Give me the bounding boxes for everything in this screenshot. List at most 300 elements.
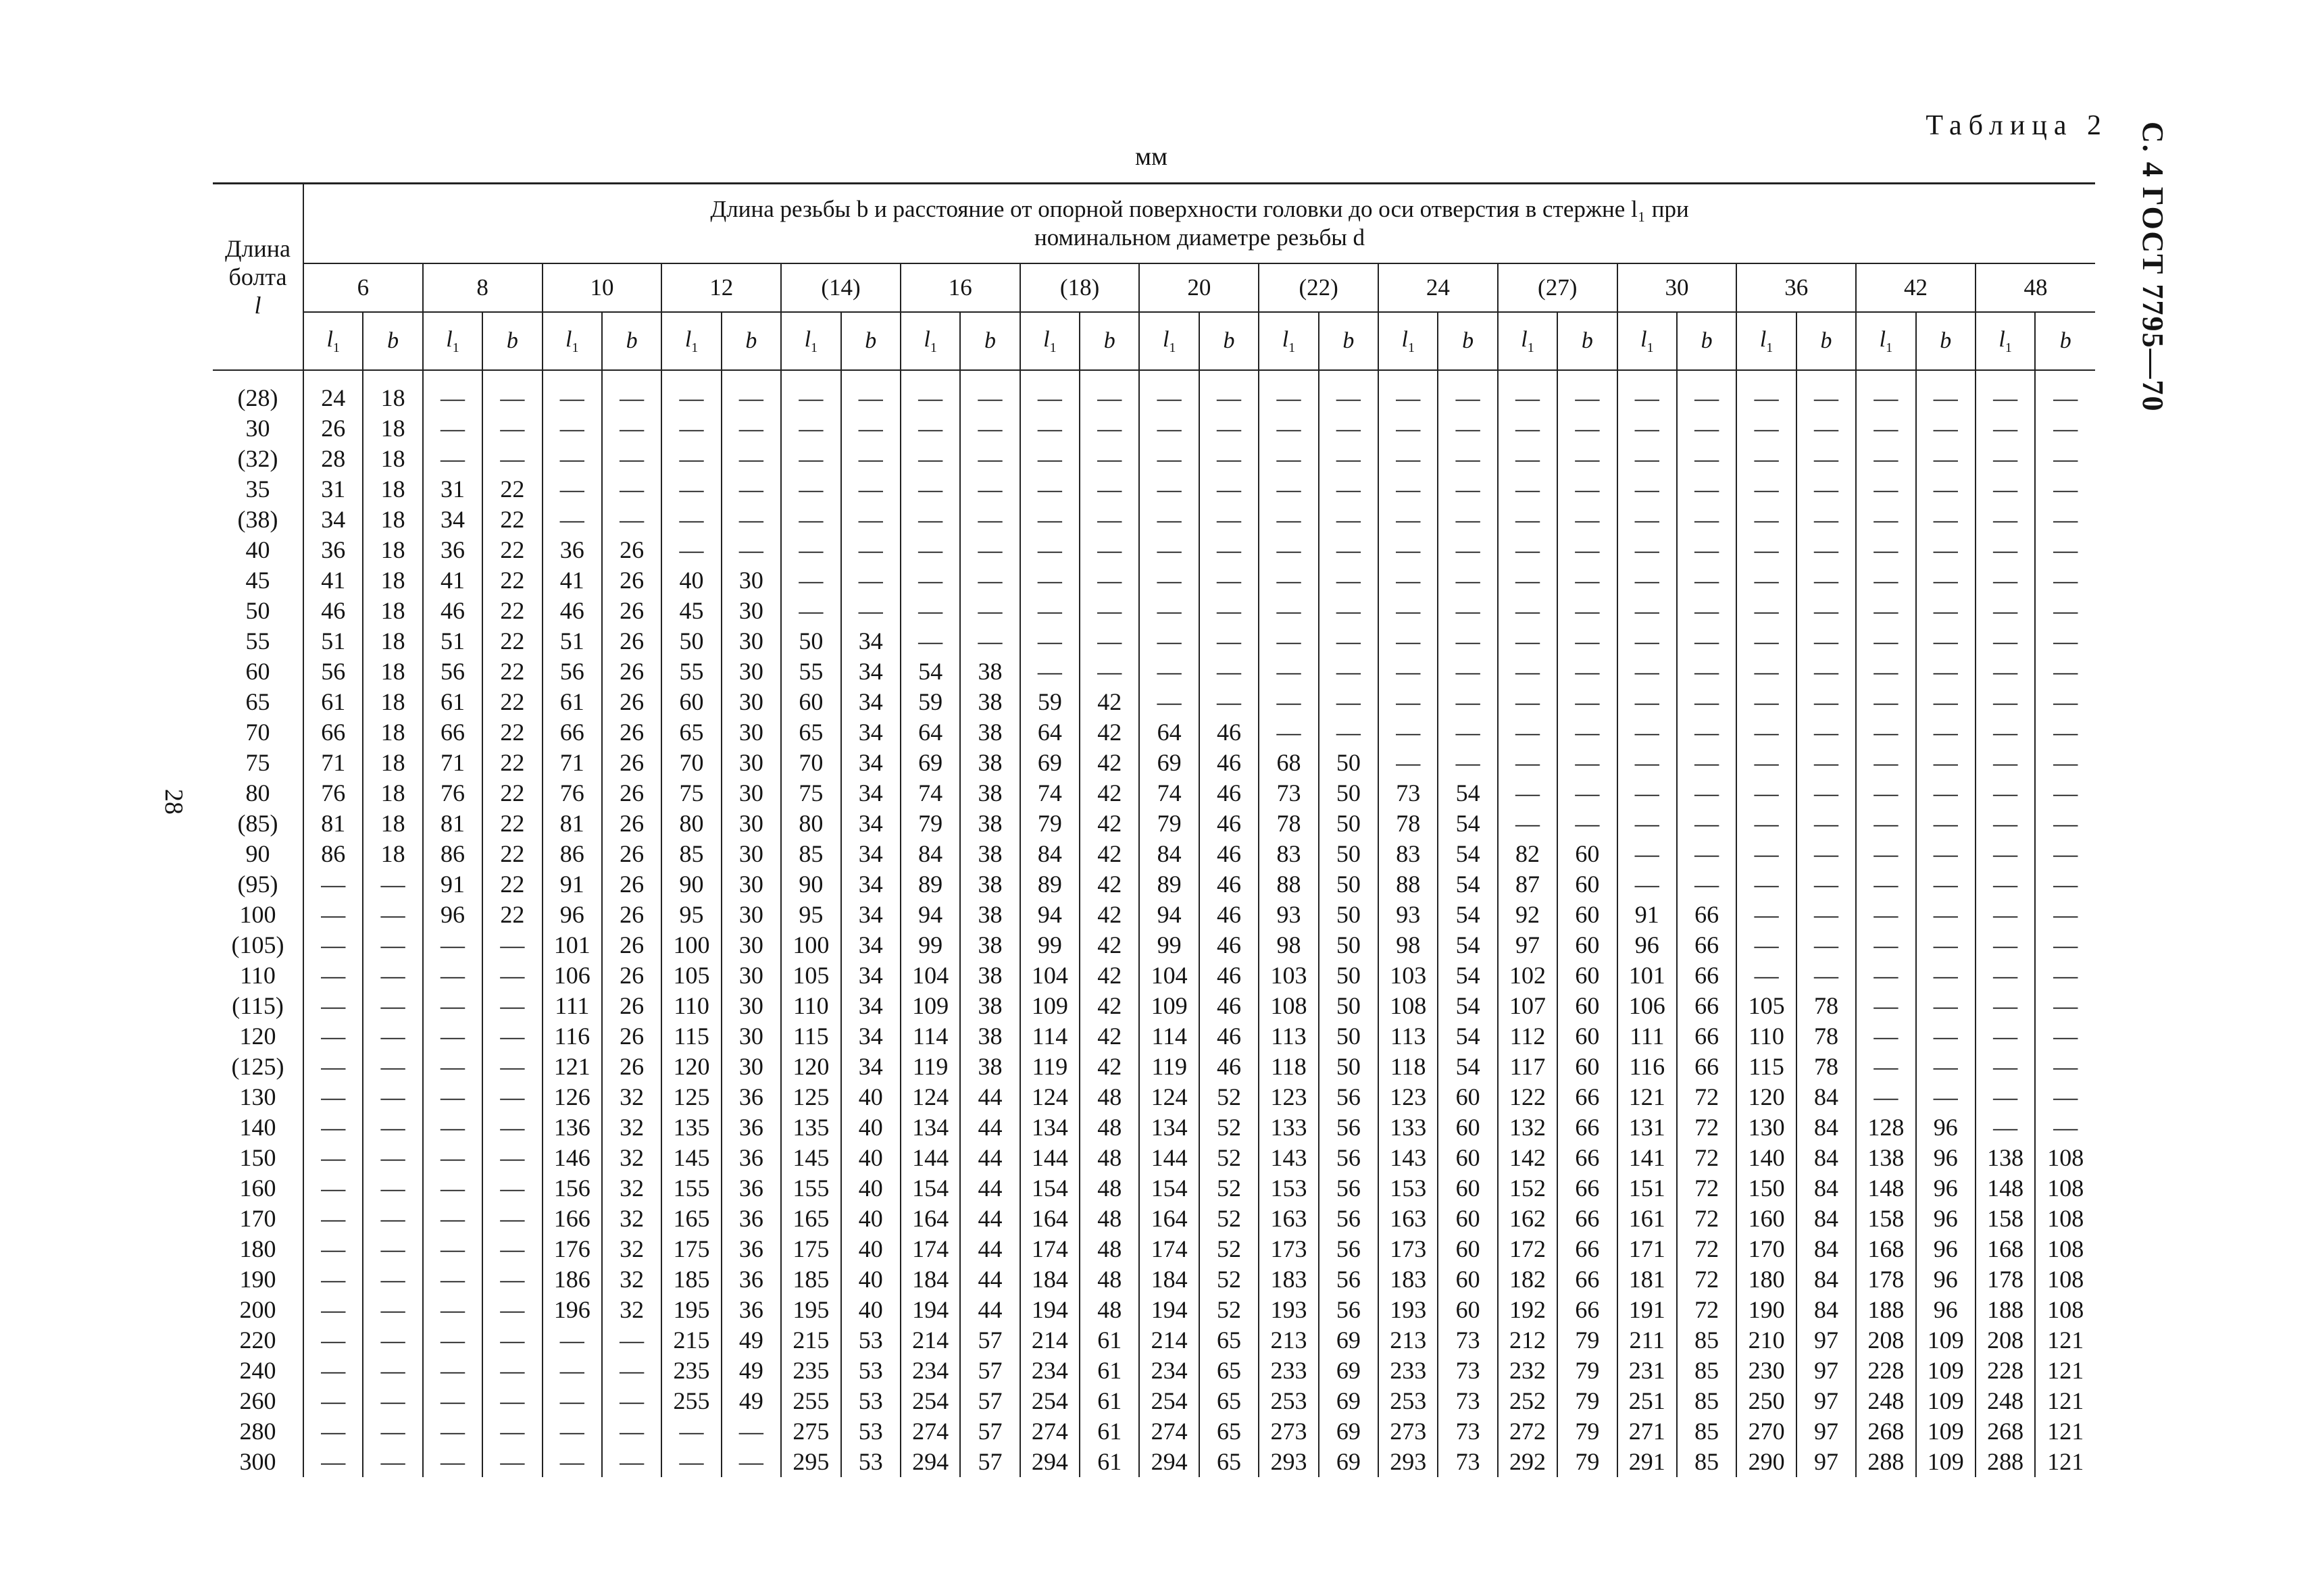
l1-value-cell: 288 xyxy=(1856,1447,1915,1477)
b-value-cell: 96 xyxy=(1916,1204,1976,1234)
b-value-cell: 38 xyxy=(960,748,1020,778)
b-value-cell: 42 xyxy=(1080,960,1139,991)
l1-value-cell: 230 xyxy=(1736,1356,1796,1386)
b-value-cell: — xyxy=(1796,778,1856,808)
b-value-cell: 65 xyxy=(1199,1447,1259,1477)
b-value-cell: — xyxy=(1916,900,1976,930)
l1-value-cell: 96 xyxy=(543,900,602,930)
b-value-cell: — xyxy=(363,1447,422,1477)
b-value-cell: — xyxy=(722,383,781,413)
b-value-cell: 44 xyxy=(960,1112,1020,1143)
b-value-cell: — xyxy=(482,413,542,444)
b-value-cell: — xyxy=(722,1416,781,1447)
l1-value-cell: 119 xyxy=(1139,1052,1199,1082)
bolt-length-cell: (125) xyxy=(231,1053,284,1080)
bolt-length-cell: 50 xyxy=(245,597,270,624)
b-value-cell: — xyxy=(1796,900,1856,930)
l1-value-cell: — xyxy=(1856,930,1915,960)
l1-value-cell: 121 xyxy=(543,1052,602,1082)
l1-value-cell: 80 xyxy=(781,808,840,839)
l1-value-cell: 132 xyxy=(1498,1112,1557,1143)
b-value-cell: 54 xyxy=(1438,930,1497,960)
b-value-cell: 60 xyxy=(1438,1112,1497,1143)
b-value-cell: 48 xyxy=(1080,1143,1139,1173)
l1-value-cell: 119 xyxy=(1020,1052,1080,1082)
diameter-header: 42 xyxy=(1856,263,1976,312)
l1-value-cell: 89 xyxy=(1139,869,1199,900)
l1-value-cell: 273 xyxy=(1378,1416,1438,1447)
bolt-length-cell: 100 xyxy=(239,901,276,928)
b-value-cell: 22 xyxy=(482,565,542,596)
b-value-cell: 121 xyxy=(2035,1386,2095,1416)
b-value-cell: — xyxy=(1677,535,1736,565)
l1-value-cell: 124 xyxy=(901,1082,960,1112)
b-value-cell: 49 xyxy=(722,1325,781,1356)
l1-value-cell: 164 xyxy=(901,1204,960,1234)
table-row xyxy=(213,778,2095,808)
l1-value-cell: — xyxy=(1736,383,1796,413)
b-value-cell: — xyxy=(2035,960,2095,991)
b-value-cell: 65 xyxy=(1199,1325,1259,1356)
b-value-cell: 66 xyxy=(1557,1295,1617,1325)
l1-value-cell: 194 xyxy=(901,1295,960,1325)
l1-value-cell: 60 xyxy=(781,687,840,717)
l1-value-cell: 99 xyxy=(1020,930,1080,960)
b-value-cell: 108 xyxy=(2035,1143,2095,1173)
b-value-cell: — xyxy=(1199,626,1259,657)
diameter-header: 12 xyxy=(661,263,781,312)
b-value-cell: 30 xyxy=(722,778,781,808)
l1-value-cell: — xyxy=(901,626,960,657)
b-value-cell: 18 xyxy=(363,778,422,808)
b-value-cell: — xyxy=(482,1021,542,1052)
bolt-length-cell: 260 xyxy=(239,1387,276,1414)
l1-value-cell: 94 xyxy=(1139,900,1199,930)
bolt-length-cell: (105) xyxy=(231,931,284,958)
b-value-cell: — xyxy=(1438,474,1497,505)
b-value-cell: — xyxy=(363,1295,422,1325)
l1-value-cell: — xyxy=(1976,413,2035,444)
table-row xyxy=(213,1082,2095,1112)
b-value-cell: 46 xyxy=(1199,930,1259,960)
l1-value-cell: 81 xyxy=(423,808,482,839)
l1-value-cell: 36 xyxy=(423,535,482,565)
l1-value-cell: 55 xyxy=(781,657,840,687)
l1-value-cell: — xyxy=(1976,687,2035,717)
l1-value-cell: 76 xyxy=(543,778,602,808)
table-row xyxy=(213,596,2095,626)
l1-value-cell: 274 xyxy=(901,1416,960,1447)
b-value-cell: — xyxy=(1677,505,1736,535)
b-value-cell: — xyxy=(1916,687,1976,717)
l1-value-cell: 108 xyxy=(1378,991,1438,1021)
l1-value-cell: 214 xyxy=(1139,1325,1199,1356)
l1-value-cell: 193 xyxy=(1259,1295,1318,1325)
b-value-cell: 60 xyxy=(1438,1082,1497,1112)
table-row xyxy=(213,474,2095,505)
data-table xyxy=(213,182,2095,1477)
b-value-cell: — xyxy=(1438,626,1497,657)
b-value-cell: 26 xyxy=(602,869,661,900)
bolt-length-cell: 130 xyxy=(239,1083,276,1110)
l1-value-cell: — xyxy=(423,991,482,1021)
b-value-cell: — xyxy=(1916,383,1976,413)
b-value-cell: 40 xyxy=(841,1295,901,1325)
b-value-cell: — xyxy=(1319,717,1378,748)
l1-value-cell: 195 xyxy=(781,1295,840,1325)
b-value-cell: 40 xyxy=(841,1112,901,1143)
b-value-cell: 30 xyxy=(722,1052,781,1082)
l1-value-cell: 108 xyxy=(1259,991,1318,1021)
l1-value-cell: 292 xyxy=(1498,1447,1557,1477)
l1-value-cell: 294 xyxy=(1020,1447,1080,1477)
b-value-cell: 61 xyxy=(1080,1325,1139,1356)
subheader-b: b xyxy=(960,312,1020,370)
b-value-cell: 26 xyxy=(602,991,661,1021)
caption-line1: Длина резьбы b и расстояние от опорной поверхности головки до оси отверстия в стержне l₁ при xyxy=(710,196,1689,222)
l1-value-cell: 133 xyxy=(1378,1112,1438,1143)
l1-value-cell: 41 xyxy=(423,565,482,596)
table-row xyxy=(213,565,2095,596)
b-value-cell: 40 xyxy=(841,1264,901,1295)
l1-value-cell: — xyxy=(303,960,363,991)
b-value-cell: 96 xyxy=(1916,1264,1976,1295)
l1-value-cell: 121 xyxy=(1617,1082,1677,1112)
l1-value-cell: — xyxy=(1736,778,1796,808)
b-value-cell: 46 xyxy=(1199,900,1259,930)
b-value-cell: 52 xyxy=(1199,1143,1259,1173)
table-row xyxy=(213,626,2095,657)
l1-value-cell: 156 xyxy=(543,1173,602,1204)
l1-value-cell: 274 xyxy=(1020,1416,1080,1447)
bolt-length-cell: 150 xyxy=(239,1144,276,1171)
l1-value-cell: — xyxy=(1020,626,1080,657)
l1-value-cell: 123 xyxy=(1259,1082,1318,1112)
b-value-cell: 60 xyxy=(1557,869,1617,900)
l1-value-cell: 175 xyxy=(661,1234,721,1264)
l1-value-cell: 91 xyxy=(423,869,482,900)
b-value-cell: 18 xyxy=(363,413,422,444)
b-value-cell: — xyxy=(1199,444,1259,474)
l1-value-cell: 231 xyxy=(1617,1356,1677,1386)
b-value-cell: — xyxy=(1916,596,1976,626)
b-value-cell: 97 xyxy=(1796,1447,1856,1477)
b-value-cell: 26 xyxy=(602,535,661,565)
l1-value-cell: — xyxy=(661,444,721,474)
subheader-l1: $l_1$ xyxy=(1020,312,1080,370)
l1-value-cell: 213 xyxy=(1378,1325,1438,1356)
b-value-cell: 42 xyxy=(1080,930,1139,960)
b-value-cell: 96 xyxy=(1916,1143,1976,1173)
l1-value-cell: — xyxy=(1498,535,1557,565)
subheader-l1: $l_1$ xyxy=(1617,312,1677,370)
l1-value-cell: 113 xyxy=(1378,1021,1438,1052)
l1-value-cell: — xyxy=(1378,565,1438,596)
subheader-l1: $l_1$ xyxy=(1856,312,1915,370)
subheader-b: b xyxy=(841,312,901,370)
l1-value-cell: 124 xyxy=(1139,1082,1199,1112)
b-value-cell: — xyxy=(2035,900,2095,930)
b-value-cell: — xyxy=(2035,778,2095,808)
l1-value-cell: 61 xyxy=(543,687,602,717)
b-value-cell: — xyxy=(2035,808,2095,839)
b-value-cell: — xyxy=(1796,808,1856,839)
l1-value-cell: — xyxy=(1617,778,1677,808)
b-value-cell: — xyxy=(1796,505,1856,535)
l1-value-cell: — xyxy=(303,1021,363,1052)
l1-value-cell: — xyxy=(1976,474,2035,505)
b-value-cell: 72 xyxy=(1677,1295,1736,1325)
b-value-cell: — xyxy=(482,1416,542,1447)
diameter-header: 8 xyxy=(423,263,543,312)
l1-value-cell: 109 xyxy=(901,991,960,1021)
l1-value-cell: — xyxy=(901,383,960,413)
l1-value-cell: 75 xyxy=(781,778,840,808)
l1-value-cell: 210 xyxy=(1736,1325,1796,1356)
l1-value-cell: 117 xyxy=(1498,1052,1557,1082)
b-value-cell: 26 xyxy=(602,565,661,596)
l1-value-cell: 162 xyxy=(1498,1204,1557,1234)
caption-header xyxy=(303,184,2095,264)
l1-value-cell: — xyxy=(1736,839,1796,869)
l1-value-cell: — xyxy=(423,1112,482,1143)
l1-value-cell: — xyxy=(1736,808,1796,839)
length-header-symbol: l xyxy=(254,292,261,319)
b-value-cell: 49 xyxy=(722,1356,781,1386)
l1-value-cell: — xyxy=(423,1021,482,1052)
l1-value-cell: — xyxy=(1736,444,1796,474)
b-value-cell: — xyxy=(2035,626,2095,657)
b-value-cell: 22 xyxy=(482,505,542,535)
l1-value-cell: 251 xyxy=(1617,1386,1677,1416)
b-value-cell: — xyxy=(2035,930,2095,960)
l1-value-cell: — xyxy=(1976,1082,2035,1112)
b-value-cell: — xyxy=(722,505,781,535)
l1-value-cell: — xyxy=(1736,413,1796,444)
subheader-b: b xyxy=(1438,312,1497,370)
bolt-length-cell: 180 xyxy=(239,1235,276,1262)
bolt-length-cell: 60 xyxy=(245,658,270,685)
b-value-cell: — xyxy=(1080,413,1139,444)
l1-value-cell: — xyxy=(1139,687,1199,717)
b-value-cell: — xyxy=(363,960,422,991)
l1-value-cell: 69 xyxy=(1020,748,1080,778)
b-value-cell: — xyxy=(2035,1021,2095,1052)
b-value-cell: — xyxy=(1916,1052,1976,1082)
l1-value-cell: 100 xyxy=(781,930,840,960)
table-row xyxy=(213,748,2095,778)
l1-value-cell: — xyxy=(661,1447,721,1477)
b-value-cell: 34 xyxy=(841,1052,901,1082)
b-value-cell: 18 xyxy=(363,444,422,474)
b-value-cell: — xyxy=(602,383,661,413)
l1-value-cell: 254 xyxy=(901,1386,960,1416)
l1-value-cell: 146 xyxy=(543,1143,602,1173)
b-value-cell: — xyxy=(1199,657,1259,687)
l1-value-cell: 154 xyxy=(1139,1173,1199,1204)
caption-line2: номинальном диаметре резьбы d xyxy=(1034,224,1365,251)
b-value-cell: 79 xyxy=(1557,1447,1617,1477)
l1-value-cell: 110 xyxy=(1736,1021,1796,1052)
l1-value-cell: — xyxy=(1617,505,1677,535)
l1-value-cell: 254 xyxy=(1139,1386,1199,1416)
b-value-cell: — xyxy=(602,1356,661,1386)
l1-value-cell: 116 xyxy=(543,1021,602,1052)
table-body xyxy=(213,370,2095,1477)
table-label: Таблица 2 xyxy=(1926,110,2108,141)
b-value-cell: 44 xyxy=(960,1173,1020,1204)
b-value-cell: 22 xyxy=(482,839,542,869)
l1-value-cell: 51 xyxy=(423,626,482,657)
b-value-cell: — xyxy=(602,1416,661,1447)
b-value-cell: — xyxy=(1916,839,1976,869)
l1-value-cell: 66 xyxy=(423,717,482,748)
table-row xyxy=(213,383,2095,413)
l1-value-cell: — xyxy=(303,1386,363,1416)
b-value-cell: 30 xyxy=(722,596,781,626)
b-value-cell: 53 xyxy=(841,1447,901,1477)
b-value-cell: 44 xyxy=(960,1204,1020,1234)
l1-value-cell: — xyxy=(423,1447,482,1477)
l1-value-cell: 75 xyxy=(661,778,721,808)
l1-value-cell: — xyxy=(423,1204,482,1234)
b-value-cell: — xyxy=(841,565,901,596)
b-value-cell: 48 xyxy=(1080,1204,1139,1234)
l1-value-cell: 81 xyxy=(303,808,363,839)
b-value-cell: 66 xyxy=(1677,930,1736,960)
l1-value-cell: 50 xyxy=(661,626,721,657)
l1-value-cell: 90 xyxy=(781,869,840,900)
b-value-cell: — xyxy=(1319,474,1378,505)
l1-value-cell: 253 xyxy=(1378,1386,1438,1416)
l1-value-cell: 293 xyxy=(1259,1447,1318,1477)
b-value-cell: 38 xyxy=(960,717,1020,748)
b-value-cell: 30 xyxy=(722,748,781,778)
l1-value-cell: 109 xyxy=(1020,991,1080,1021)
b-value-cell: 60 xyxy=(1438,1234,1497,1264)
b-value-cell: 18 xyxy=(363,383,422,413)
b-value-cell: 50 xyxy=(1319,991,1378,1021)
b-value-cell: — xyxy=(363,1264,422,1295)
subheader-l1: $l_1$ xyxy=(1736,312,1796,370)
l1-value-cell: — xyxy=(1378,596,1438,626)
b-value-cell: — xyxy=(1916,869,1976,900)
b-value-cell: 40 xyxy=(841,1173,901,1204)
b-value-cell: 42 xyxy=(1080,687,1139,717)
l1-value-cell: — xyxy=(423,1234,482,1264)
b-value-cell: — xyxy=(602,413,661,444)
l1-value-cell: 215 xyxy=(781,1325,840,1356)
b-value-cell: 84 xyxy=(1796,1264,1856,1295)
b-value-cell: 42 xyxy=(1080,869,1139,900)
l1-value-cell: 84 xyxy=(1139,839,1199,869)
b-value-cell: — xyxy=(1080,383,1139,413)
b-value-cell: 108 xyxy=(2035,1295,2095,1325)
l1-value-cell: 115 xyxy=(661,1021,721,1052)
table-row xyxy=(213,1112,2095,1143)
l1-value-cell: 186 xyxy=(543,1264,602,1295)
l1-value-cell: — xyxy=(543,1356,602,1386)
l1-value-cell: 194 xyxy=(1139,1295,1199,1325)
b-value-cell: — xyxy=(1319,626,1378,657)
l1-value-cell: 104 xyxy=(1020,960,1080,991)
b-value-cell: — xyxy=(363,1325,422,1356)
l1-value-cell: 71 xyxy=(303,748,363,778)
l1-value-cell: — xyxy=(781,413,840,444)
l1-value-cell: — xyxy=(1856,596,1915,626)
b-value-cell: — xyxy=(2035,474,2095,505)
l1-value-cell: — xyxy=(1856,748,1915,778)
b-value-cell: 22 xyxy=(482,778,542,808)
length-header-line1: Длина xyxy=(224,235,291,262)
bolt-length-cell: (32) xyxy=(237,445,278,472)
b-value-cell: — xyxy=(2035,596,2095,626)
l1-value-cell: 95 xyxy=(781,900,840,930)
l1-value-cell: 78 xyxy=(1259,808,1318,839)
b-value-cell: — xyxy=(1557,505,1617,535)
l1-value-cell: — xyxy=(1856,505,1915,535)
l1-value-cell: — xyxy=(1139,535,1199,565)
b-value-cell: — xyxy=(1557,717,1617,748)
l1-value-cell: — xyxy=(1378,413,1438,444)
b-value-cell: 30 xyxy=(722,960,781,991)
b-value-cell: 84 xyxy=(1796,1204,1856,1234)
l1-value-cell: 56 xyxy=(543,657,602,687)
l1-value-cell: 252 xyxy=(1498,1386,1557,1416)
b-value-cell: 54 xyxy=(1438,1052,1497,1082)
b-value-cell: 44 xyxy=(960,1143,1020,1173)
l1-value-cell: 145 xyxy=(661,1143,721,1173)
l1-value-cell: 250 xyxy=(1736,1386,1796,1416)
b-value-cell: — xyxy=(2035,687,2095,717)
l1-value-cell: — xyxy=(1139,626,1199,657)
l1-value-cell: 71 xyxy=(423,748,482,778)
b-value-cell: 52 xyxy=(1199,1295,1259,1325)
subheader-b: b xyxy=(482,312,542,370)
b-value-cell: — xyxy=(482,1356,542,1386)
l1-value-cell: 165 xyxy=(781,1204,840,1234)
l1-value-cell: 60 xyxy=(661,687,721,717)
l1-value-cell: — xyxy=(661,413,721,444)
b-value-cell: 57 xyxy=(960,1325,1020,1356)
l1-value-cell: — xyxy=(1976,808,2035,839)
b-value-cell: 84 xyxy=(1796,1295,1856,1325)
b-value-cell: 66 xyxy=(1677,900,1736,930)
b-value-cell: 73 xyxy=(1438,1356,1497,1386)
b-value-cell: 97 xyxy=(1796,1325,1856,1356)
b-value-cell: 18 xyxy=(363,474,422,505)
b-value-cell: 18 xyxy=(363,717,422,748)
b-value-cell: 79 xyxy=(1557,1356,1617,1386)
l1-value-cell: — xyxy=(1259,474,1318,505)
b-value-cell: — xyxy=(1677,444,1736,474)
b-value-cell: — xyxy=(1796,930,1856,960)
subheader-l1: $l_1$ xyxy=(303,312,363,370)
l1-value-cell: 66 xyxy=(543,717,602,748)
b-value-cell: — xyxy=(482,1143,542,1173)
b-value-cell: — xyxy=(482,1173,542,1204)
l1-value-cell: 122 xyxy=(1498,1082,1557,1112)
l1-value-cell: 65 xyxy=(661,717,721,748)
l1-value-cell: — xyxy=(1378,474,1438,505)
b-value-cell: 22 xyxy=(482,687,542,717)
b-value-cell: 26 xyxy=(602,596,661,626)
b-value-cell: 40 xyxy=(841,1234,901,1264)
b-value-cell: — xyxy=(1438,535,1497,565)
b-value-cell: — xyxy=(1438,413,1497,444)
table-row xyxy=(213,1264,2095,1295)
l1-value-cell: — xyxy=(781,505,840,535)
